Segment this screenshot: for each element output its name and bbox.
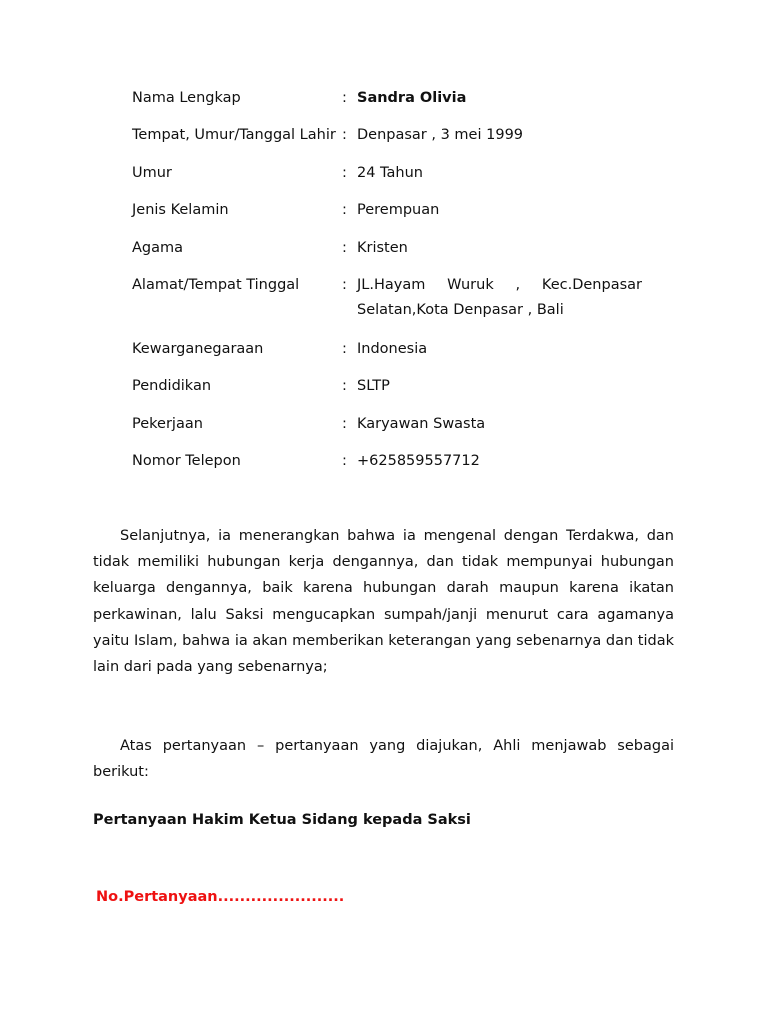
separator-colon: : (342, 202, 347, 219)
separator-colon: : (342, 378, 347, 395)
value-address (357, 273, 642, 323)
identity-row-name (132, 86, 642, 110)
address-line-1: JL.Hayam Wuruk , Kec.Denpasar (357, 276, 642, 293)
separator-colon: : (342, 239, 347, 256)
label-birth-place-date: Tempat, Umur/Tanggal Lahir (132, 127, 336, 144)
value-phone: +625859557712 (357, 453, 480, 470)
label-nationality: Kewarganegaraan (132, 340, 264, 357)
value-occupation: Karyawan Swasta (357, 415, 486, 432)
identity-row-occupation (132, 412, 642, 436)
identity-table (132, 86, 642, 473)
value-full-name: Sandra Olivia (357, 90, 467, 106)
value-gender: Perempuan (357, 202, 440, 219)
value-education: SLTP (357, 378, 390, 395)
identity-row-address (132, 273, 642, 323)
separator-colon: : (342, 340, 347, 357)
witness-statement-paragraph: Selanjutnya, ia menerangkan bahwa ia mengenal dengan Terdakwa, dan tidak memiliki hubungan kerja dengannya, dan tidak mempunyai hubungan keluarga dengannya, baik karena hubungan darah maupun karena ikatan perkawinan, lalu Saksi mengucapkan sumpah/janji menurut cara agamanya yaitu Islam, bahwa ia akan memberikan keterangan yang sebenarnya dan tidak lain dari pada yang sebenarnya; (93, 528, 674, 676)
separator-colon: : (342, 164, 347, 181)
label-full-name: Nama Lengkap (132, 90, 241, 106)
identity-row-age (132, 161, 642, 185)
label-occupation: Pekerjaan (132, 415, 203, 432)
value-religion: Kristen (357, 239, 408, 256)
label-age: Umur (132, 164, 172, 181)
identity-row-religion (132, 236, 642, 260)
separator-colon: : (342, 415, 347, 432)
label-education: Pendidikan (132, 378, 212, 395)
separator-colon: : (342, 276, 347, 293)
value-age: 24 Tahun (357, 164, 423, 181)
identity-row-education (132, 374, 642, 398)
label-gender: Jenis Kelamin (132, 202, 229, 219)
label-religion: Agama (132, 239, 184, 256)
identity-row-birth (132, 123, 642, 147)
separator-colon: : (342, 127, 347, 144)
identity-row-gender (132, 198, 642, 222)
label-address: Alamat/Tempat Tinggal (132, 276, 300, 293)
question-number: No.Pertanyaan....................... (96, 889, 345, 905)
address-line-2: Selatan,Kota Denpasar , Bali (357, 301, 564, 318)
identity-row-phone (132, 449, 642, 473)
identity-row-nationality (132, 337, 642, 361)
value-birth-place-date: Denpasar , 3 mei 1999 (357, 127, 524, 144)
questions-intro-paragraph: Atas pertanyaan – pertanyaan yang diajukan, Ahli menjawab sebagai berikut: (93, 738, 674, 781)
label-phone: Nomor Telepon (132, 453, 241, 470)
separator-colon: : (342, 90, 347, 106)
separator-colon: : (342, 453, 347, 470)
section-heading: Pertanyaan Hakim Ketua Sidang kepada Saksi (93, 812, 471, 828)
value-nationality: Indonesia (357, 340, 428, 357)
